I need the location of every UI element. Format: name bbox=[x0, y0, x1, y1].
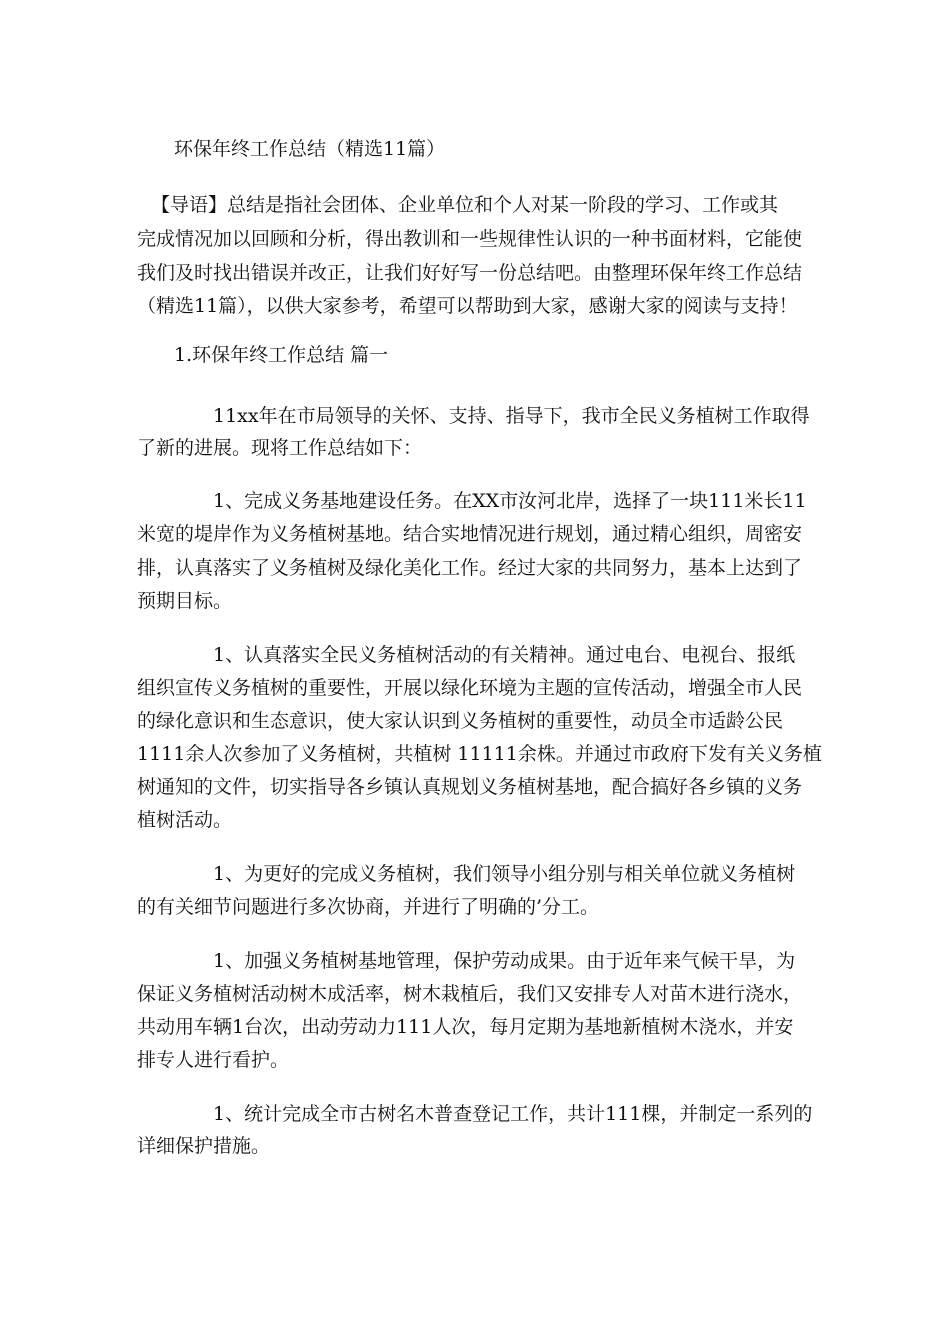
paragraph-line: 排，认真落实了义务植树及绿化美化工作。经过大家的共同努力，基本上达到了 bbox=[137, 557, 803, 579]
paragraph-line: 1、认真落实全民义务植树活动的有关精神。通过电台、电视台、报纸 bbox=[213, 644, 796, 666]
paragraph-line: 排专人进行看护。 bbox=[137, 1049, 290, 1071]
paragraph-line: 米宽的堤岸作为义务植树基地。结合实地情况进行规划，通过精心组织，周密安 bbox=[137, 523, 803, 545]
paragraph-line: 树通知的文件，切实指导各乡镇认真规划义务植树基地，配合搞好各乡镇的义务 bbox=[137, 776, 803, 798]
section-heading: 1.环保年终工作总结 篇一 bbox=[174, 344, 389, 366]
paragraph-line: 的绿化意识和生态意识，使大家认识到义务植树的重要性，动员全市适龄公民 bbox=[137, 710, 784, 732]
paragraph-line: 1、统计完成全市古树名木普查登记工作，共计111棵，并制定一系列的 bbox=[213, 1103, 813, 1125]
intro-line: （精选11篇），以供大家参考，希望可以帮助到大家，感谢大家的阅读与支持！ bbox=[137, 295, 798, 317]
paragraph-line: 预期目标。 bbox=[137, 590, 233, 612]
paragraph-line: 11xx年在市局领导的关怀、支持、指导下，我市全民义务植树工作取得 bbox=[213, 405, 810, 427]
paragraph-line: 共动用车辆1台次，出动劳动力111人次，每月定期为基地新植树木浇水，并安 bbox=[137, 1016, 794, 1038]
paragraph-line: 1、加强义务植树基地管理，保护劳动成果。由于近年来气候干旱，为 bbox=[213, 950, 796, 972]
paragraph-line: 组织宣传义务植树的重要性，开展以绿化环境为主题的宣传活动，增强全市人民 bbox=[137, 677, 803, 699]
paragraph-line: 1、为更好的完成义务植树，我们领导小组分别与相关单位就义务植树 bbox=[213, 863, 796, 885]
intro-line: 完成情况加以回顾和分析，得出教训和一些规律性认识的一种书面材料，它能使 bbox=[137, 228, 803, 250]
paragraph-line: 保证义务植树活动树木成活率，树木栽植后，我们又安排专人对苗木进行浇水， bbox=[137, 983, 803, 1005]
document-title: 环保年终工作总结（精选11篇） bbox=[174, 138, 446, 160]
paragraph-line: 详细保护措施。 bbox=[137, 1135, 271, 1157]
paragraph-line: 了新的进展。现将工作总结如下： bbox=[137, 437, 423, 459]
paragraph-line: 的有关细节问题进行多次协商，并进行了明确的’分工。 bbox=[137, 896, 600, 918]
paragraph-line: 植树活动。 bbox=[137, 809, 233, 831]
paragraph-line: 1111余人次参加了义务植树，共植树 11111余株。并通过市政府下发有关义务植 bbox=[137, 743, 822, 765]
paragraph-line: 1、完成义务基地建设任务。在XX市汝河北岸，选择了一块111米长11 bbox=[213, 490, 807, 512]
intro-line: 我们及时找出错误并改正，让我们好好写一份总结吧。由整理环保年终工作总结 bbox=[137, 262, 803, 284]
intro-line: 【导语】总结是指社会团体、企业单位和个人对某一阶段的学习、工作或其 bbox=[151, 194, 779, 216]
